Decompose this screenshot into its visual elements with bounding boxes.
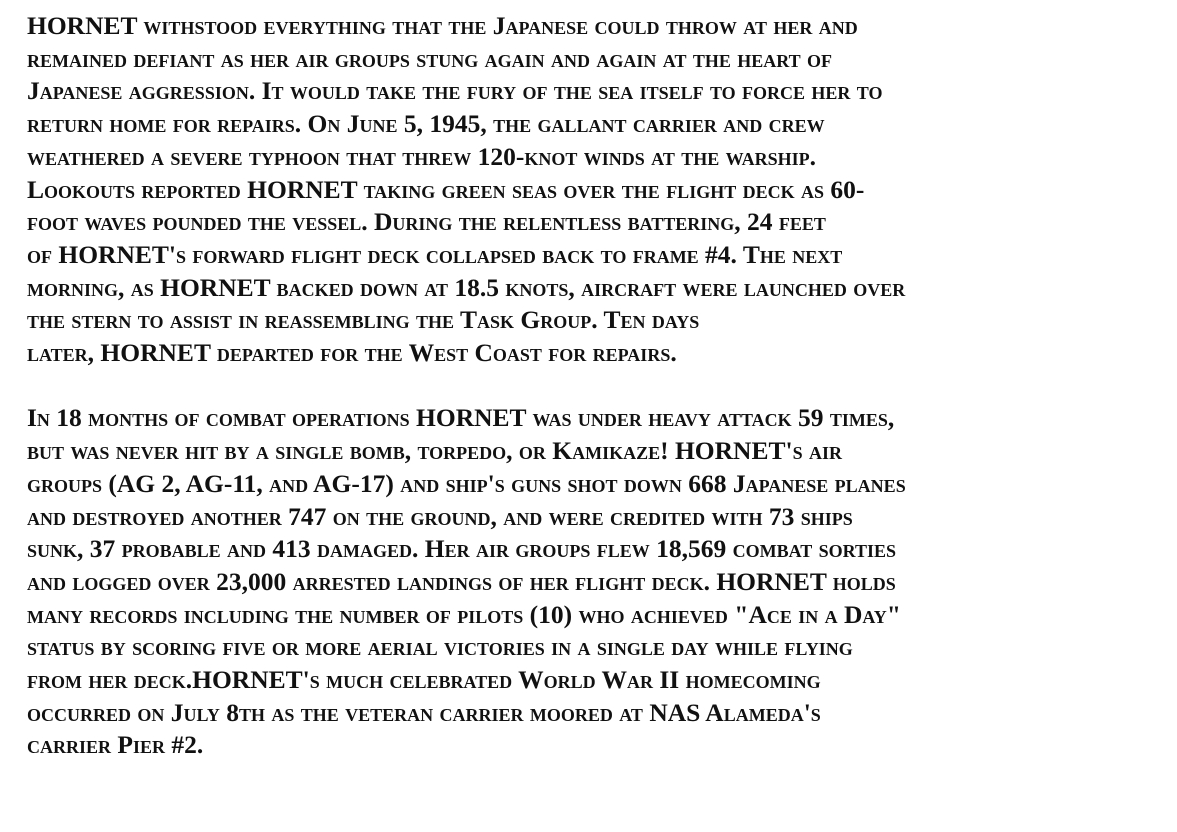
paragraph-typhoon bbox=[27, 10, 1167, 370]
text-line: of HORNET's forward flight deck collapsed back to frame #4. The next bbox=[27, 239, 843, 269]
text-line: later, HORNET departed for the West Coast for repairs. bbox=[27, 338, 677, 368]
text-line: HORNET withstood everything that the Japanese could throw at her and bbox=[27, 11, 858, 40]
text-line: and logged over 23,000 arrested landings of her flight deck. HORNET holds bbox=[27, 566, 896, 596]
text-line: the stern to assist in reassembling the Task Group. Ten days bbox=[27, 305, 700, 335]
document-body bbox=[27, 10, 1167, 762]
text-line: groups (AG 2, AG-11, and AG-17) and ship's guns shot down 668 Japanese planes bbox=[27, 468, 906, 498]
text-line: status by scoring five or more aerial victories in a single day while flying bbox=[27, 632, 853, 662]
text-line: many records including the number of pilots (10) who achieved "Ace in a Day" bbox=[27, 599, 901, 629]
text-line: foot waves pounded the vessel. During the relentless battering, 24 feet bbox=[27, 207, 826, 237]
text-line: Japanese aggression. It would take the fury of the sea itself to force her to bbox=[27, 76, 883, 106]
text-line: Lookouts reported HORNET taking green seas over the flight deck as 60- bbox=[27, 174, 865, 204]
text-line: and destroyed another 747 on the ground, and were credited with 73 ships bbox=[27, 501, 853, 531]
text-line: sunk, 37 probable and 413 damaged. Her air groups flew 18,569 combat sorties bbox=[27, 534, 897, 564]
text-line: morning, as HORNET backed down at 18.5 knots, aircraft were launched over bbox=[27, 272, 906, 302]
text-line: return home for repairs. On June 5, 1945, the gallant carrier and crew bbox=[27, 109, 825, 139]
text-line: remained defiant as her air groups stung again and again at the heart of bbox=[27, 43, 832, 73]
text-line: occurred on July 8th as the veteran carrier moored at NAS Alameda's bbox=[27, 697, 821, 727]
text-line: In 18 months of combat operations HORNET was under heavy attack 59 times, bbox=[27, 403, 895, 433]
paragraph-spacer bbox=[27, 370, 1167, 403]
text-line: but was never hit by a single bomb, torpedo, or Kamikaze! HORNET's air bbox=[27, 436, 842, 466]
text-line: from her deck.HORNET's much celebrated World War II homecoming bbox=[27, 665, 821, 695]
text-line: weathered a severe typhoon that threw 120-knot winds at the warship. bbox=[27, 141, 816, 171]
paragraph-combat-record bbox=[27, 402, 1167, 762]
text-line: carrier Pier #2. bbox=[27, 730, 204, 760]
